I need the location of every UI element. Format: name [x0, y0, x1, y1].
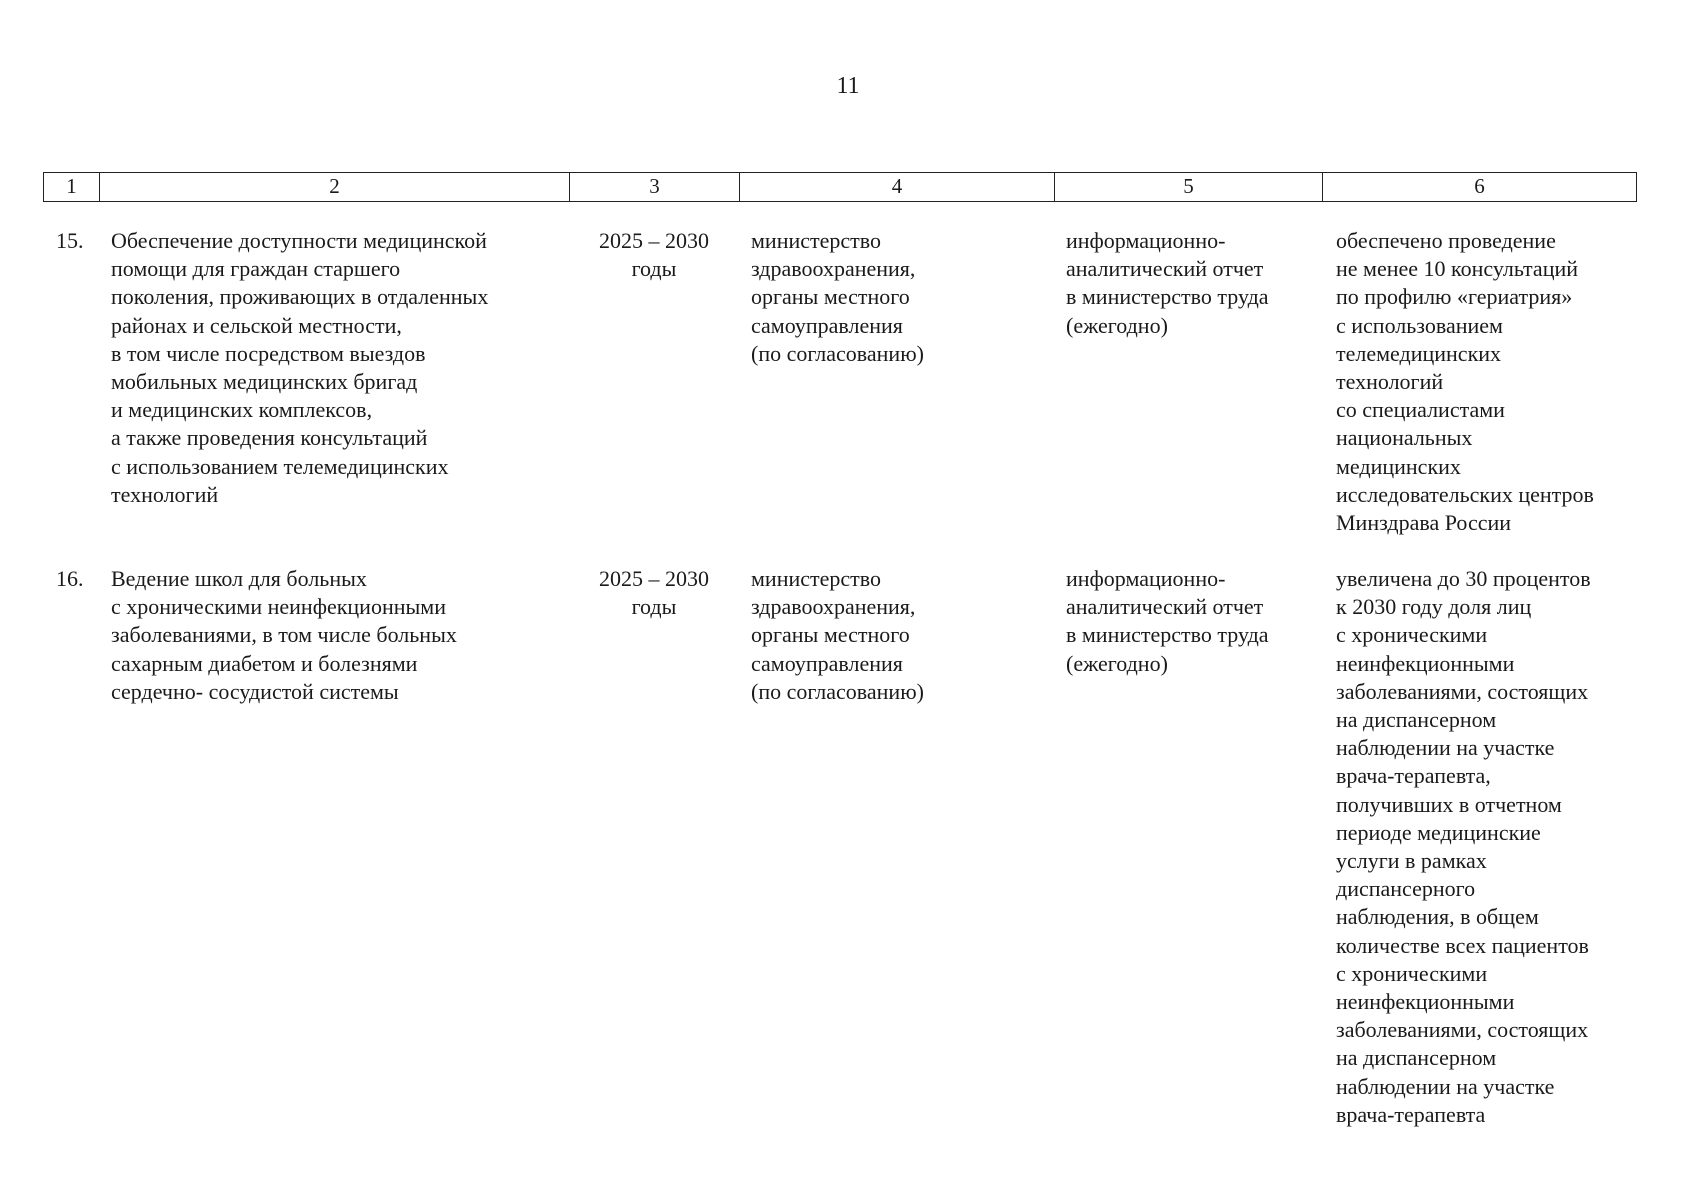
measure-name: Обеспечение доступности медицинской помощи для граждан старшего поколения, проживающих в отдаленных районах и сельской местности, в том числе посредством выездов мобильных медицинских бригад и медицинских комплексов, а также проведения консультаций с использованием телемедицинских технологий — [111, 228, 489, 507]
table-header-row — [43, 172, 1637, 202]
table-header-cell: 1 — [44, 173, 100, 201]
implementation-term: 2025 – 2030 годы — [599, 228, 709, 282]
expected-result: увеличена до 30 процентов к 2030 году доля лиц с хроническими неинфекционными заболеваниями, состоящих на диспансерном наблюдении на участке врача-терапевта, получивших в отчетном периоде медицинские услуги в рамках диспансерного наблюдения, в общем количестве всех пациентов с хроническими неинфекционными заболеваниями, состоящих на диспансерном наблюдении на участке врача-терапевта — [1336, 566, 1591, 1127]
measure-name: Ведение школ для больных с хроническими неинфекционными заболеваниями, в том числе больных сахарным диабетом и болезнями сердечно- сосудистой системы — [111, 566, 457, 704]
table-header-cell: 4 — [740, 173, 1055, 201]
table-header-cell: 5 — [1055, 173, 1323, 201]
table-header-cell: 6 — [1474, 174, 1485, 198]
responsible-executors: министерство здравоохранения, органы местного самоуправления (по согласованию) — [751, 228, 924, 366]
report-form: информационно- аналитический отчет в министерство труда (ежегодно) — [1066, 566, 1269, 676]
implementation-term: 2025 – 2030 годы — [599, 566, 709, 620]
report-form: информационно- аналитический отчет в министерство труда (ежегодно) — [1066, 228, 1269, 338]
row-number: 16. — [56, 566, 84, 591]
expected-result: обеспечено проведение не менее 10 консультаций по профилю «гериатрия» с использованием телемедицинских технологий со специалистами национальных медицинских исследовательских центров Минздрава России — [1336, 228, 1594, 536]
responsible-executors: министерство здравоохранения, органы местного самоуправления (по согласованию) — [751, 566, 924, 704]
table-header-cell: 2 — [100, 173, 570, 201]
table-header-cell: 3 — [570, 173, 740, 201]
page-number: 11 — [836, 73, 860, 99]
row-number: 15. — [56, 228, 84, 253]
